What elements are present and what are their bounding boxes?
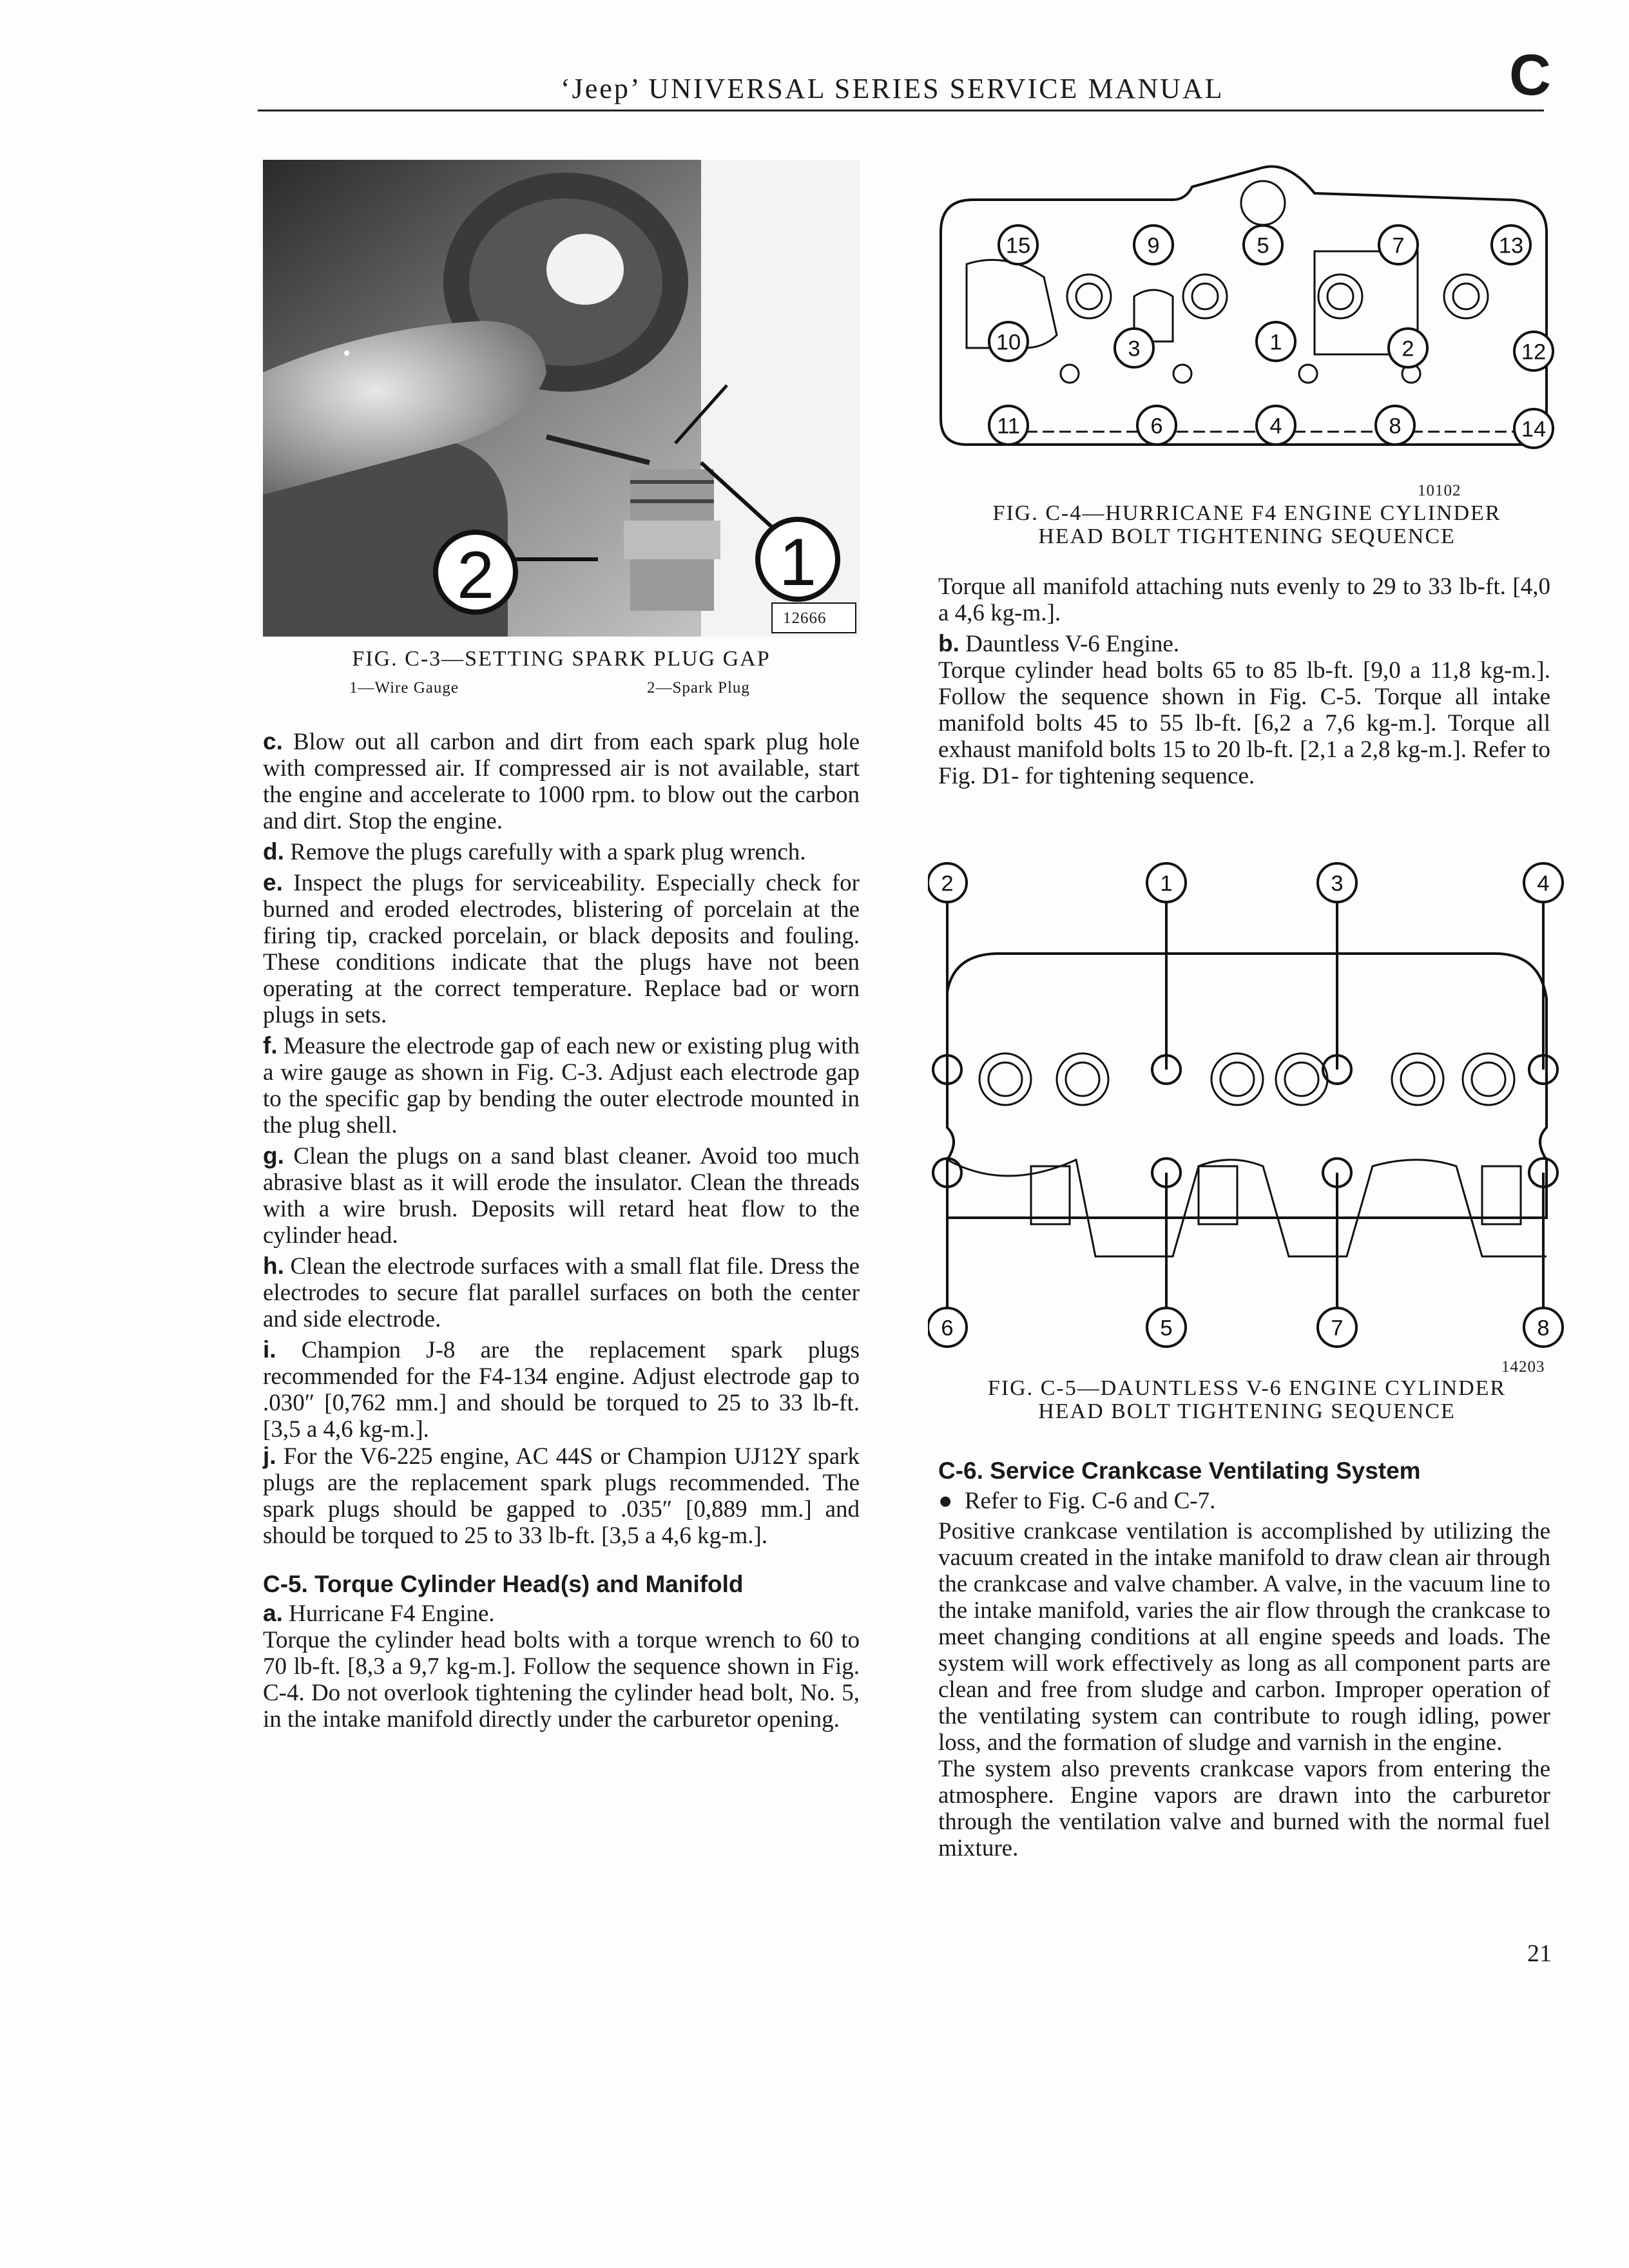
fig-c5-valve-seat xyxy=(988,1062,1022,1096)
fig-c4-bolt-13-label: 13 xyxy=(1498,233,1524,258)
fig-c3-caption: FIG. C-3—SETTING SPARK PLUG GAP xyxy=(352,647,771,671)
fig-c5-valve-seat xyxy=(1211,1053,1263,1105)
step-g: g. Clean the plugs on a sand blast cleaner. Avoid too much abrasive blast as it will erode the insulator. Clean the threads with a wire brush. Deposits will retard heat flow to the cylinder head. xyxy=(263,1142,860,1249)
fig-c5-top-bolt-4-label: 4 xyxy=(1537,871,1550,896)
fig-c5-valve-seat xyxy=(1463,1053,1514,1105)
bullet-icon: ● xyxy=(938,1488,953,1514)
fig-c4-bolt-4-label: 4 xyxy=(1269,414,1282,439)
step-c: c. Blow out all carbon and dirt from each spark plug hole with compressed air. If compressed air is not available, start the engine and accelerate to 1000 rpm. to blow out the carbon and dirt. Stop the engine. xyxy=(263,728,860,834)
fig-c4-diagram xyxy=(928,155,1566,464)
fig-c4-bolt-15-label: 15 xyxy=(1005,233,1031,258)
fig-c3-legend-2: 2—Spark Plug xyxy=(647,679,750,697)
fig-c5-top-bolt-2-label: 2 xyxy=(941,871,954,896)
page-number: 21 xyxy=(1527,1940,1552,1967)
fig-c4-caption-line-1: FIG. C-4—HURRICANE F4 ENGINE CYLINDER xyxy=(992,501,1501,525)
callout-2: 2 xyxy=(457,538,494,613)
fig-c4-bolt-5-label: 5 xyxy=(1257,233,1269,258)
step-e: e. Inspect the plugs for serviceability. Especially check for burned and eroded electrodes, blistering of porcelain at the firing tip, cracked porcelain, or black deposits and fouling. These conditions indicate that the plugs have not been operating at the correct temperature. Replace bad or worn plugs in sets. xyxy=(263,869,860,1028)
page-header-title: ‘Jeep’ UNIVERSAL SERIES SERVICE MANUAL xyxy=(561,73,1224,104)
fig-c5-diagram xyxy=(928,857,1566,1353)
fig-c3-legend-1: 1—Wire Gauge xyxy=(349,679,459,697)
fig-c4-bolt-10-label: 10 xyxy=(996,330,1021,355)
fig-c4-bolt-6-label: 6 xyxy=(1150,414,1163,439)
fig-c5-id: 14203 xyxy=(1501,1358,1545,1376)
fig-c5-valve-seat xyxy=(1276,1053,1327,1105)
left-column-text xyxy=(263,728,860,1733)
fig-c5-valve-seat xyxy=(1220,1062,1254,1096)
fig-c4-bolt-14-label: 14 xyxy=(1521,417,1547,442)
c6-heading: C-6. Service Crankcase Ventilating System xyxy=(938,1457,1421,1484)
manifold-nuts-text: Torque all manifold attaching nuts evenly to 29 to 33 lb-ft. [4,0 a 4,6 kg-m.]. xyxy=(938,573,1550,626)
fig-c5-valve-seat xyxy=(979,1053,1031,1105)
ventilation-paragraph-2: The system also prevents crankcase vapors from entering the atmosphere. Engine vapors are drawn into the carburetor through the ventilation valve and burned with the normal fuel mixture. xyxy=(938,1756,1550,1861)
fig-c4-bolt-8-label: 8 xyxy=(1389,414,1402,439)
step-j: j. For the V6-225 engine, AC 44S or Champion UJ12Y spark plugs are the replacement spark plugs recommended. The spark plugs should be gapped to .035″ [0,889 mm.] and should be torqued to 25 to 33 lb-ft. [3,5 a 4,6 kg-m.]. xyxy=(263,1443,860,1549)
fig-c5-valve-seat xyxy=(1401,1062,1434,1096)
fig-c4-bolt-2-label: 2 xyxy=(1402,336,1414,361)
fig-c4-bolt-3-label: 3 xyxy=(1128,336,1141,361)
fig-c5-valve-seat xyxy=(1057,1053,1108,1105)
step-b-title: b. Dauntless V-6 Engine. xyxy=(938,630,1180,657)
fig-c5-caption-line-2: HEAD BOLT TIGHTENING SEQUENCE xyxy=(1038,1399,1456,1423)
fig-c5-valve-seat xyxy=(1472,1062,1505,1096)
fig-c4-bolt-12-label: 12 xyxy=(1521,340,1547,365)
step-a-text: Torque the cylinder head bolts with a torque wrench to 60 to 70 lb-ft. [8,3 a 9,7 kg-m.]. Follow the sequence shown in Fig. C-4. Do not overlook tightening the cylinder head bolt, No. 5, in the intake manifold directly under the carburetor opening. xyxy=(263,1627,860,1733)
callout-1: 1 xyxy=(779,525,816,600)
fig-c5-bottom-bolt-6-label: 6 xyxy=(941,1316,954,1341)
fig-c4-caption-line-2: HEAD BOLT TIGHTENING SEQUENCE xyxy=(1038,524,1456,548)
fig-c5-caption-line-1: FIG. C-5—DAUNTLESS V-6 ENGINE CYLINDER xyxy=(987,1376,1507,1400)
step-d: d. Remove the plugs carefully with a spark plug wrench. xyxy=(263,838,806,865)
right-column-lower-text xyxy=(938,1457,1550,1861)
fig-c5-top-bolt-1-label: 1 xyxy=(1160,871,1173,896)
ventilation-paragraph-1: Positive crankcase ventilation is accomplished by utilizing the vacuum created in the intake manifold to draw clean air through the crankcase and valve chamber. A valve, in the vacuum line to the intake manifold, varies the air flow through the crankcase to meet changing conditions at all engine speeds and loads. The system will work effectively as long as all component parts are clean and free from sludge and carbon. Improper operation of the ventilating system can contribute to rough idling, power loss, and the formation of sludge and varnish in the engine. xyxy=(938,1518,1550,1756)
step-h: h. Clean the electrode surfaces with a small flat file. Dress the electrodes to secure flat parallel surfaces on both the center and side electrode. xyxy=(263,1253,860,1332)
fig-c5-valve-seat xyxy=(1392,1053,1443,1105)
section-letter: C xyxy=(1509,43,1551,108)
step-f: f. Measure the electrode gap of each new or existing plug with a wire gauge as shown in Fig. C-3. Adjust each electrode gap to the specific gap by bending the outer electrode mounted in the plug shell. xyxy=(263,1032,860,1139)
fig-c5-valve-seat xyxy=(1066,1062,1099,1096)
fig-c5-bottom-bolt-5-label: 5 xyxy=(1160,1316,1173,1341)
fig-c4-id: 10102 xyxy=(1418,482,1461,499)
spark-plug-gap-photo xyxy=(263,160,860,637)
fig-c4-bolt-9-label: 9 xyxy=(1147,233,1160,258)
step-i: i. Champion J-8 are the replacement spark plugs recommended for the F4-134 engine. Adjust electrode gap to .030″ [0,762 mm.] and should be torqued to 25 to 33 lb-ft. [3,5 a 4,6 kg-m.]. xyxy=(263,1336,860,1443)
fig-c5-bottom-bolt-7-label: 7 xyxy=(1331,1316,1344,1341)
step-a-title: a. Hurricane F4 Engine. xyxy=(263,1600,495,1627)
right-column-upper-text xyxy=(938,573,1550,789)
fig-c5-valve-seat xyxy=(1285,1062,1318,1096)
fig-c4-bolt-1-label: 1 xyxy=(1269,330,1282,355)
fig-c5-bottom-bolt-8-label: 8 xyxy=(1537,1316,1550,1341)
step-b-text: Torque cylinder head bolts 65 to 85 lb-ft. [9,0 a 11,8 kg-m.]. Follow the sequence shown in Fig. C-5. Torque all intake manifold bolts 45 to 55 lb-ft. [6,2 a 7,6 kg-m.]. Torque all exhaust manifold bolts 15 to 20 lb-ft. [2,1 a 2,8 kg-m.]. Refer to Fig. D1- for tightening sequence. xyxy=(938,657,1550,789)
c5-heading: C-5. Torque Cylinder Head(s) and Manifold xyxy=(263,1571,744,1597)
fig-c4-bolt-7-label: 7 xyxy=(1392,233,1405,258)
fig-c5-top-bolt-3-label: 3 xyxy=(1331,871,1344,896)
fig-c3-photo-id: 12666 xyxy=(783,610,827,627)
header-rule xyxy=(258,110,1544,111)
refer-bullet: ● Refer to Fig. C-6 and C-7. xyxy=(938,1488,1216,1514)
fig-c4-bolt-11-label: 11 xyxy=(997,414,1020,439)
